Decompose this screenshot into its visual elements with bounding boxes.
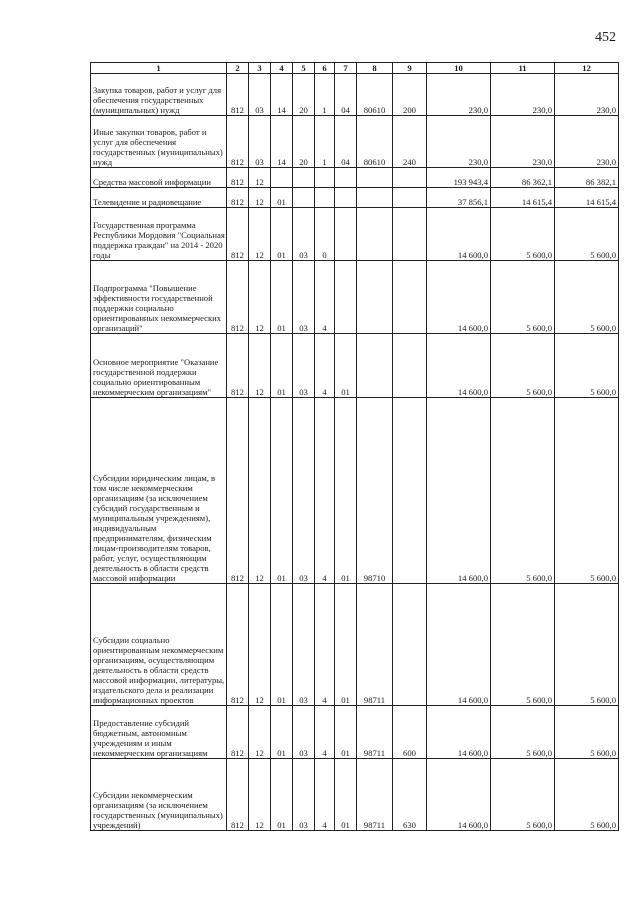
- cell-admin-code: 812: [227, 398, 249, 584]
- cell-admin-code: 812: [227, 261, 249, 334]
- cell-subprogram: 0: [315, 208, 335, 261]
- cell-expense-type: 600: [393, 706, 427, 759]
- cell-subprogram: 4: [315, 706, 335, 759]
- cell-program: 03: [293, 261, 315, 334]
- cell-admin-code: 812: [227, 759, 249, 831]
- cell-direction: 98711: [357, 759, 393, 831]
- column-header: 3: [249, 63, 271, 74]
- table-row: [91, 188, 619, 208]
- cell-section: 12: [249, 208, 271, 261]
- cell-event: 01: [335, 334, 357, 398]
- cell-section: 12: [249, 168, 271, 188]
- cell-event: 01: [335, 398, 357, 584]
- cell-subsection: 01: [271, 208, 293, 261]
- cell-section: 12: [249, 398, 271, 584]
- cell-amount-col12: 5 600,0: [555, 334, 619, 398]
- cell-section: 12: [249, 584, 271, 706]
- cell-event: [335, 188, 357, 208]
- cell-expense-type: [393, 208, 427, 261]
- cell-amount-col12: 14 615,4: [555, 188, 619, 208]
- cell-amount-col12: 5 600,0: [555, 706, 619, 759]
- cell-direction: [357, 208, 393, 261]
- cell-expense-type: [393, 584, 427, 706]
- cell-amount-col10: 14 600,0: [427, 759, 491, 831]
- table-row: [91, 706, 619, 759]
- row-name: Основное мероприятие "Оказание государственной поддержки социально ориентированным некоммерческим организациям": [91, 334, 227, 398]
- cell-amount-col11: 5 600,0: [491, 706, 555, 759]
- cell-amount-col12: 5 600,0: [555, 584, 619, 706]
- cell-subprogram: 4: [315, 334, 335, 398]
- cell-expense-type: [393, 261, 427, 334]
- cell-event: 04: [335, 74, 357, 116]
- cell-admin-code: 812: [227, 584, 249, 706]
- cell-subsection: [271, 168, 293, 188]
- cell-amount-col10: 14 600,0: [427, 334, 491, 398]
- cell-subsection: 01: [271, 261, 293, 334]
- cell-direction: 98710: [357, 398, 393, 584]
- cell-amount-col11: 86 362,1: [491, 168, 555, 188]
- cell-program: 03: [293, 759, 315, 831]
- table-row: [91, 74, 619, 116]
- table-row: [91, 261, 619, 334]
- cell-direction: [357, 261, 393, 334]
- cell-amount-col11: 5 600,0: [491, 584, 555, 706]
- cell-admin-code: 812: [227, 208, 249, 261]
- cell-section: 12: [249, 334, 271, 398]
- cell-expense-type: [393, 168, 427, 188]
- row-name: Закупка товаров, работ и услуг для обеспечения государственных (муниципальных) нужд: [91, 74, 227, 116]
- cell-expense-type: 630: [393, 759, 427, 831]
- cell-amount-col12: 5 600,0: [555, 398, 619, 584]
- row-name: Средства массовой информации: [91, 168, 227, 188]
- cell-amount-col12: 5 600,0: [555, 208, 619, 261]
- cell-subprogram: 1: [315, 74, 335, 116]
- cell-section: 12: [249, 261, 271, 334]
- cell-direction: [357, 334, 393, 398]
- cell-admin-code: 812: [227, 334, 249, 398]
- column-header: 12: [555, 63, 619, 74]
- cell-subprogram: 1: [315, 116, 335, 168]
- cell-amount-col11: 5 600,0: [491, 261, 555, 334]
- cell-amount-col10: 230,0: [427, 74, 491, 116]
- cell-section: 12: [249, 188, 271, 208]
- cell-admin-code: 812: [227, 116, 249, 168]
- cell-amount-col11: 5 600,0: [491, 334, 555, 398]
- cell-subsection: 01: [271, 706, 293, 759]
- cell-amount-col10: 14 600,0: [427, 706, 491, 759]
- cell-expense-type: [393, 398, 427, 584]
- cell-subsection: 14: [271, 116, 293, 168]
- cell-event: [335, 208, 357, 261]
- cell-event: 04: [335, 116, 357, 168]
- table-row: [91, 116, 619, 168]
- cell-amount-col10: 14 600,0: [427, 261, 491, 334]
- cell-amount-col10: 14 600,0: [427, 208, 491, 261]
- cell-direction: 80610: [357, 74, 393, 116]
- cell-expense-type: 200: [393, 74, 427, 116]
- cell-direction: [357, 168, 393, 188]
- cell-amount-col10: 14 600,0: [427, 398, 491, 584]
- row-name: Субсидии некоммерческим организациям (за исключением государственных (муниципальных) учреждений): [91, 759, 227, 831]
- table-row: [91, 168, 619, 188]
- cell-event: [335, 261, 357, 334]
- cell-amount-col12: 230,0: [555, 116, 619, 168]
- cell-expense-type: [393, 188, 427, 208]
- cell-amount-col12: 230,0: [555, 74, 619, 116]
- cell-program: 03: [293, 208, 315, 261]
- row-name: Субсидии социально ориентированным некоммерческим организациям, осуществляющим деятельность в области средств массовой информации, литературы, издательского дела и реализации информационных проектов: [91, 584, 227, 706]
- column-header: 2: [227, 63, 249, 74]
- cell-amount-col10: 230,0: [427, 116, 491, 168]
- cell-expense-type: [393, 334, 427, 398]
- cell-amount-col10: 193 943,4: [427, 168, 491, 188]
- cell-subprogram: 4: [315, 398, 335, 584]
- cell-program: 03: [293, 584, 315, 706]
- cell-amount-col11: 230,0: [491, 116, 555, 168]
- cell-event: 01: [335, 706, 357, 759]
- cell-admin-code: 812: [227, 188, 249, 208]
- cell-event: 01: [335, 759, 357, 831]
- table-row: [91, 759, 619, 831]
- header-row: [91, 63, 619, 74]
- table-row: [91, 334, 619, 398]
- column-header: 6: [315, 63, 335, 74]
- cell-program: 03: [293, 398, 315, 584]
- cell-subsection: 01: [271, 398, 293, 584]
- cell-subprogram: [315, 188, 335, 208]
- cell-amount-col12: 86 382,1: [555, 168, 619, 188]
- row-name: Телевидение и радиовещание: [91, 188, 227, 208]
- column-header: 11: [491, 63, 555, 74]
- cell-amount-col11: 5 600,0: [491, 398, 555, 584]
- column-header: 9: [393, 63, 427, 74]
- cell-program: 20: [293, 74, 315, 116]
- cell-subsection: 01: [271, 188, 293, 208]
- row-name: Иные закупки товаров, работ и услуг для обеспечения государственных (муниципальных) нужд: [91, 116, 227, 168]
- cell-amount-col12: 5 600,0: [555, 261, 619, 334]
- column-header: 7: [335, 63, 357, 74]
- cell-direction: [357, 188, 393, 208]
- cell-amount-col11: 5 600,0: [491, 759, 555, 831]
- cell-direction: 98711: [357, 706, 393, 759]
- cell-section: 03: [249, 74, 271, 116]
- cell-expense-type: 240: [393, 116, 427, 168]
- cell-event: [335, 168, 357, 188]
- cell-admin-code: 812: [227, 168, 249, 188]
- column-header: 5: [293, 63, 315, 74]
- cell-subprogram: [315, 168, 335, 188]
- cell-section: 12: [249, 759, 271, 831]
- cell-amount-col11: 230,0: [491, 74, 555, 116]
- column-header: 4: [271, 63, 293, 74]
- table-row: [91, 398, 619, 584]
- table-row: [91, 208, 619, 261]
- cell-admin-code: 812: [227, 74, 249, 116]
- cell-subprogram: 4: [315, 261, 335, 334]
- cell-subsection: 01: [271, 584, 293, 706]
- cell-amount-col11: 5 600,0: [491, 208, 555, 261]
- row-name: Субсидии юридическим лицам, в том числе некоммерческим организациям (за исключением субсидий государственным и муниципальным учреждениям), индивидуальным предпринимателям, физическим лицам-производителям товаров, работ, услуг, осуществляющим деятельность в области средств массовой информации: [91, 398, 227, 584]
- row-name: Предоставление субсидий бюджетным, автономным учреждениям и иным некоммерческим организациям: [91, 706, 227, 759]
- cell-subsection: 01: [271, 759, 293, 831]
- page-number: 452: [595, 30, 616, 45]
- cell-program: 03: [293, 706, 315, 759]
- cell-program: 20: [293, 116, 315, 168]
- table-row: [91, 584, 619, 706]
- cell-direction: 80610: [357, 116, 393, 168]
- cell-section: 03: [249, 116, 271, 168]
- cell-program: [293, 188, 315, 208]
- cell-subsection: 14: [271, 74, 293, 116]
- cell-section: 12: [249, 706, 271, 759]
- cell-direction: 98711: [357, 584, 393, 706]
- row-name: Государственная программа Республики Мордовия "Социальная поддержка граждан" на 2014 - 2020 годы: [91, 208, 227, 261]
- cell-subprogram: 4: [315, 584, 335, 706]
- cell-subprogram: 4: [315, 759, 335, 831]
- column-header: 10: [427, 63, 491, 74]
- cell-program: [293, 168, 315, 188]
- cell-amount-col12: 5 600,0: [555, 759, 619, 831]
- cell-event: 01: [335, 584, 357, 706]
- cell-subsection: 01: [271, 334, 293, 398]
- cell-admin-code: 812: [227, 706, 249, 759]
- cell-amount-col10: 14 600,0: [427, 584, 491, 706]
- budget-table: [90, 62, 619, 831]
- cell-amount-col11: 14 615,4: [491, 188, 555, 208]
- cell-amount-col10: 37 856,1: [427, 188, 491, 208]
- row-name: Подпрограмма "Повышение эффективности государственной поддержки социально ориентированных некоммерческих организаций": [91, 261, 227, 334]
- column-header: 8: [357, 63, 393, 74]
- column-header: 1: [91, 63, 227, 74]
- cell-program: 03: [293, 334, 315, 398]
